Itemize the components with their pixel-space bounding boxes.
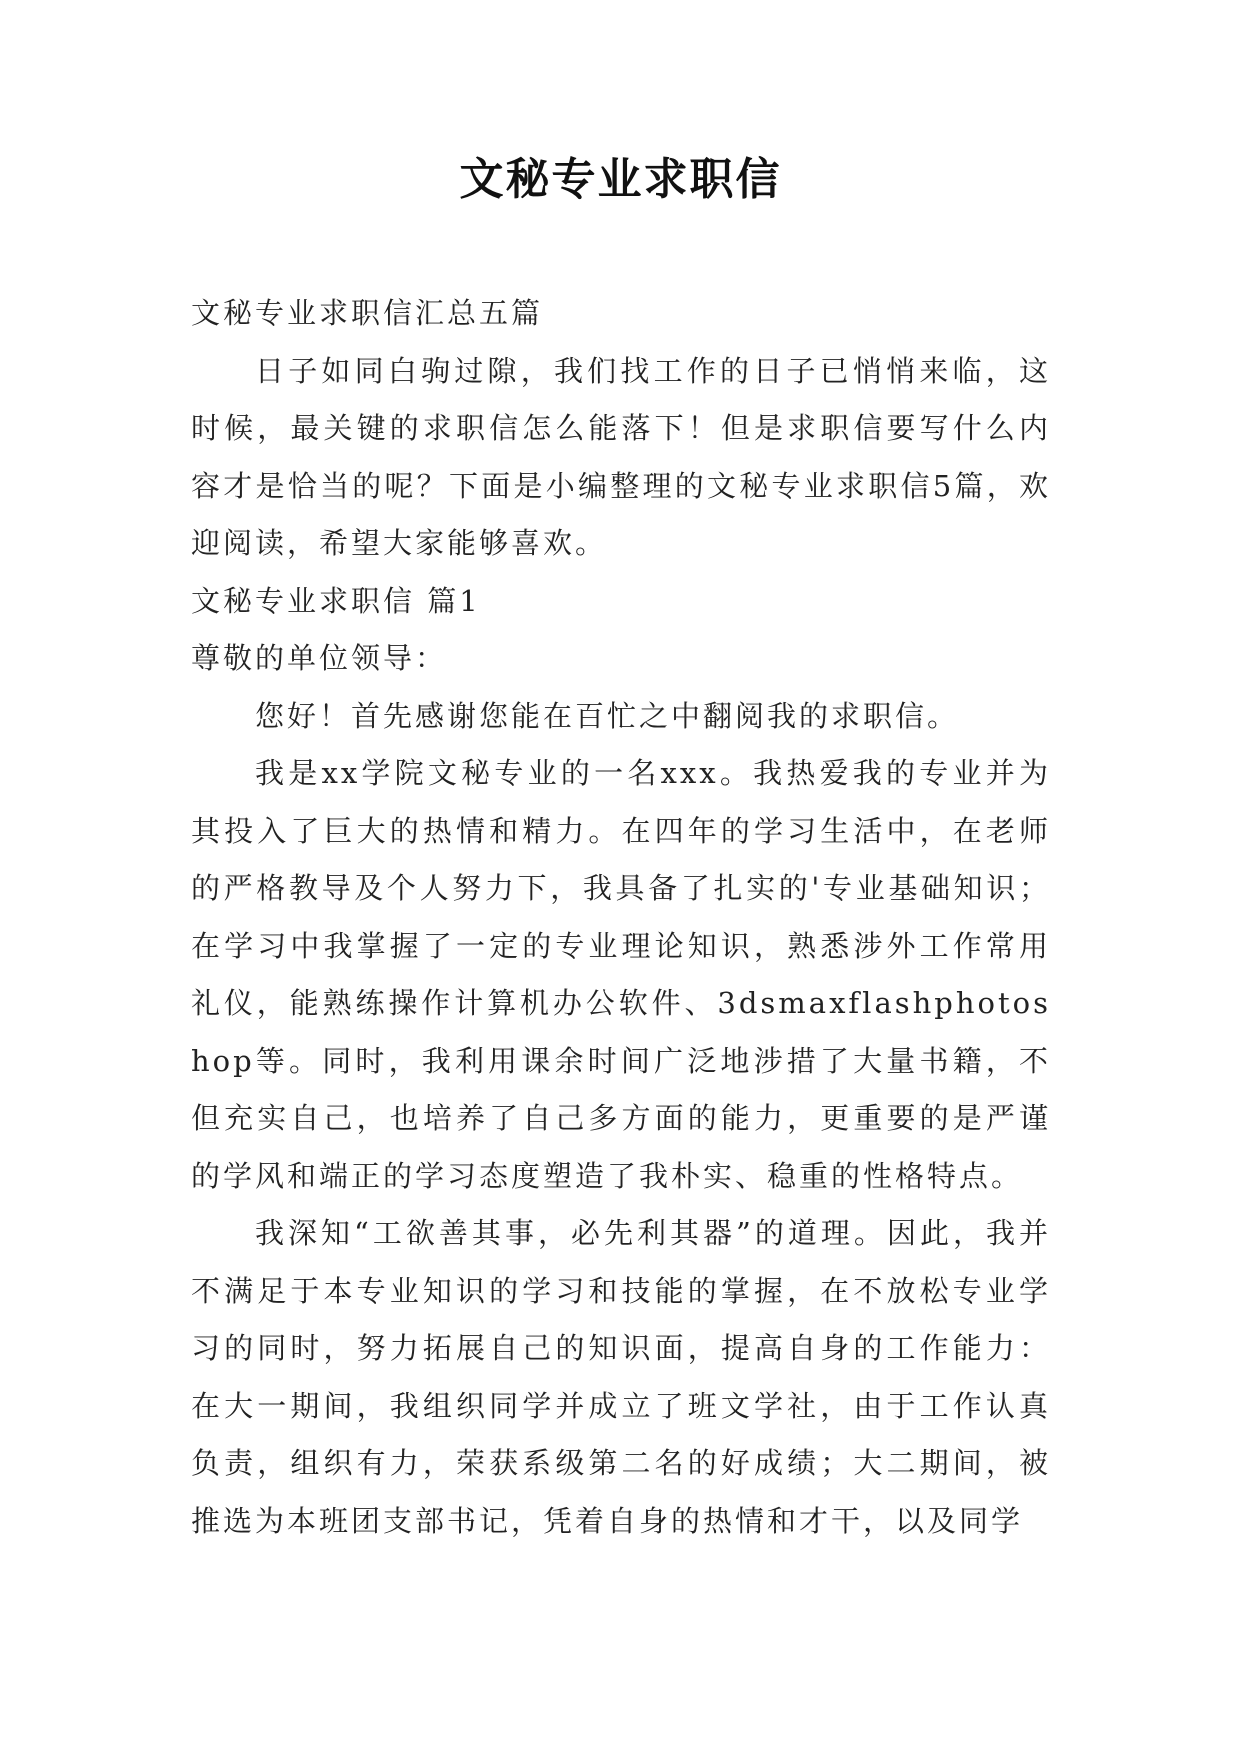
subtitle-paragraph: 文秘专业求职信汇总五篇	[191, 296, 544, 330]
document-body	[191, 285, 1051, 1550]
section-heading: 文秘专业求职信 篇1	[191, 583, 481, 618]
body-paragraph: 我是xx学院文秘专业的一名xxx。我热爱我的专业并为其投入了巨大的热情和精力。在四年的学习生活中，在老师的严格教导及个人努力下，我具备了扎实的'专业基础知识；在学习中我掌握了一定的专业理论知识，熟悉涉外工作常用礼仪，能熟练操作计算机办公软件、3dsmaxflashphotoshop等。同时，我利用课余时间广泛地涉措了大量书籍，不但充实自己，也培养了自己多方面的能力，更重要的是严谨的学风和端正的学习态度塑造了我朴实、稳重的性格特点。	[191, 756, 1051, 1193]
intro-paragraph: 日子如同白驹过隙，我们找工作的日子已悄悄来临，这时候，最关键的求职信怎么能落下！但是求职信要写什么内容才是恰当的呢？下面是小编整理的文秘专业求职信5篇，欢迎阅读，希望大家能够喜欢。	[191, 353, 1051, 560]
body-paragraph: 我深知“工欲善其事，必先利其器”的道理。因此，我并不满足于本专业知识的学习和技能的掌握，在不放松专业学习的同时，努力拓展自己的知识面，提高自身的工作能力：在大一期间，我组织同学并成立了班文学社，由于工作认真负责，组织有力，荣获系级第二名的好成绩；大二期间，被推选为本班团支部书记，凭着自身的热情和才干，以及同学	[191, 1216, 1051, 1538]
salutation: 尊敬的单位领导：	[191, 641, 448, 675]
greeting-paragraph: 您好！首先感谢您能在百忙之中翻阅我的求职信。	[255, 698, 960, 733]
document-title: 文秘专业求职信	[459, 154, 782, 205]
